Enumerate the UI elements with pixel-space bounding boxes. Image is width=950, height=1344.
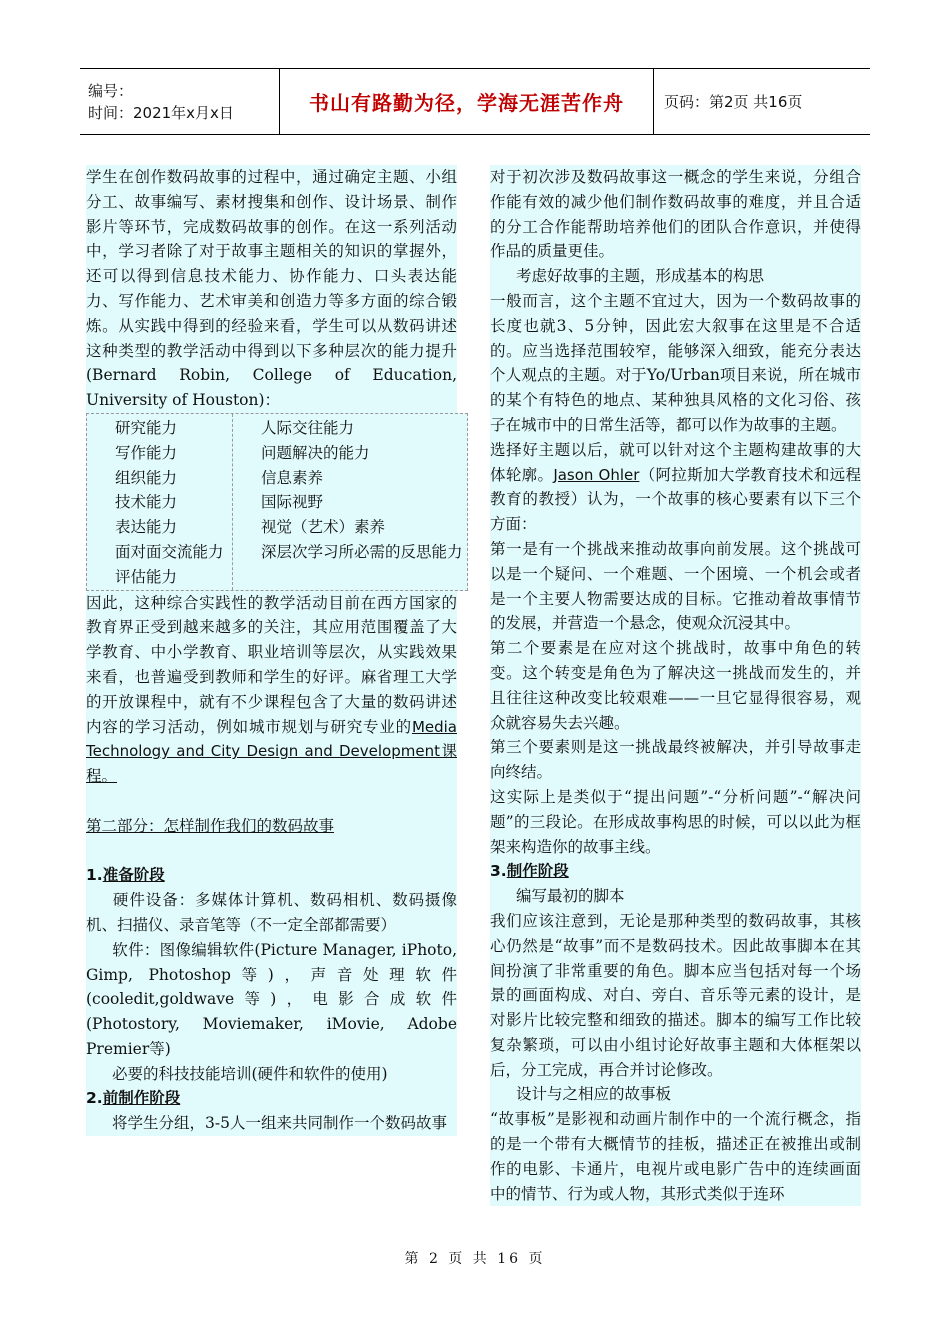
skill-item: 评估能力 — [115, 567, 178, 586]
skill-item: 问题解决的能力 — [261, 443, 370, 462]
header-motto — [280, 69, 654, 134]
header-page — [654, 69, 870, 134]
skills-table — [86, 413, 468, 591]
right-paragraph-4: 第一是有一个挑战来推动故事向前发展。这个挑战可以是一个疑问、一个难题、一个困境、一个机会或者是一个主要人物需要达成的目标。它推动着故事情节的发展，并营造一个悬念，使观众沉浸其中。 — [490, 537, 861, 636]
skill-item: 人际交往能力 — [261, 418, 355, 437]
skill-item: 表达能力 — [115, 518, 178, 537]
skills-right-col — [233, 414, 467, 590]
sec1-item: 必要的科技技能培训(硬件和软件的使用) — [86, 1062, 457, 1087]
page-label: 页码：第2页 共16页 — [664, 93, 803, 111]
right-paragraph-7: 这实际上是类似于“提出问题”-“分析问题”-“解决问题”的三段论。在形成故事构思的时候，可以以此为框架来构造你的故事主线。 — [490, 785, 861, 859]
right-paragraph-8: 我们应该注意到，无论是那种类型的数码故事，其核心仍然是“故事”而不是数码技术。因此故事脚本在其间扮演了非常重要的角色。脚本应当包括对每一个场景的画面构成、对白、旁白、音乐等元素的设计，是对影片比较完整和细致的描述。脚本的编写工作比较复杂繁琐，可以由小组讨论好故事主题和大体框架以后，分工完成，再合并讨论修改。 — [490, 909, 861, 1083]
right-column — [490, 165, 861, 1206]
skills-left-col — [87, 414, 233, 590]
paragraph-2: 因此，这种综合实践性的教学活动目前在西方国家的教育界正受到越来越多的关注，其应用范围覆盖了大学教育、中小学教育、职业培训等层次，从实践效果来看，也普遍受到教师和学生的好评。麻省理工大学的开放课程中，就有不少课程包含了大量的数码讲述内容的学习活动，例如城市规划与研究专业的Media Technology and City Design and Development课程。 — [86, 591, 457, 789]
skill-item: 信息素养 — [261, 468, 324, 487]
skill-item: 组织能力 — [115, 468, 178, 487]
skill-item: 深层次学习所必需的反思能力 — [261, 542, 463, 561]
section-1-heading: 1.准备阶段 — [86, 863, 457, 888]
section-3-heading: 3.制作阶段 — [490, 859, 861, 884]
right-paragraph-6: 第三个要素则是这一挑战最终被解决，并引导故事走向终结。 — [490, 735, 861, 785]
skill-item: 写作能力 — [115, 443, 178, 462]
sec2-item: 将学生分组，3-5人一组来共同制作一个数码故事 — [86, 1111, 457, 1136]
spacer — [86, 839, 457, 864]
left-column — [86, 165, 463, 1136]
skill-item: 国际视野 — [261, 493, 324, 512]
right-paragraph-9: “故事板”是影视和动画片制作中的一个流行概念，指的是一个带有大概情节的挂板，描述正在被推出或制作的电影、卡通片，电视片或电影广告中的连续画面中的情节、行为或人物，其形式类似于连环 — [490, 1107, 861, 1206]
right-paragraph-3: 选择好主题以后，就可以针对这个主题构建故事的大体轮廓。Jason Ohler（阿拉斯加大学教育技术和远程教育的教授）认为，一个故事的核心要素有以下三个方面： — [490, 438, 861, 537]
header-meta — [80, 69, 280, 134]
number-label: 编号： — [88, 81, 134, 100]
skill-item: 技术能力 — [115, 493, 178, 512]
right-paragraph-1: 对于初次涉及数码故事这一概念的学生来说，分组合作能有效的减少他们制作数码故事的难度，并且合适的分工合作能帮助培养他们的团队合作意识，并使得作品的质量更佳。 — [490, 165, 861, 264]
jason-ohler-link[interactable]: Jason Ohler — [553, 465, 640, 484]
part2-title: 第二部分：怎样制作我们的数码故事 — [86, 814, 457, 839]
right-bullet-3: 设计与之相应的故事板 — [490, 1082, 861, 1107]
right-bullet-2: 编写最初的脚本 — [490, 884, 861, 909]
intro-paragraph: 学生在创作数码故事的过程中，通过确定主题、小组分工、故事编写、素材搜集和创作、设计场景、制作影片等环节，完成数码故事的创作。在这一系列活动中，学习者除了对于故事主题相关的知识的掌握外，还可以得到信息技术能力、协作能力、口头表达能力、写作能力、艺术审美和创造力等多方面的综合锻炼。从实践中得到的经验来看，学生可以从数码讲述这种类型的教学活动中得到以下多种层次的能力提升(Bernard Robin, College of Education, University of Houston)： — [86, 165, 457, 413]
sec1-item: 硬件设备：多媒体计算机、数码相机、数码摄像机、扫描仪、录音笔等（不一定全部都需要） — [86, 888, 457, 938]
page-footer: 第 2 页 共 16 页 — [404, 1251, 546, 1267]
sec1-item: 软件：图像编辑软件(Picture Manager, iPhoto, Gimp, Photoshop等)，声音处理软件(cooledit,goldwave等)，电影合成软件(Photostory, Moviemaker, iMovie, Adobe Premier等) — [86, 938, 457, 1062]
course-link[interactable]: Media Technology and City Design and Development — [86, 717, 457, 761]
right-paragraph-2: 一般而言，这个主题不宜过大，因为一个数码故事的长度也就3、5分钟，因此宏大叙事在这里是不合适的。应当选择范围较窄，能够深入细致，能充分表达个人观点的主题。对于Yo/Urban项目来说，所在城市的某个有特色的地点、某种独具风格的文化习俗、孩子在城市中的日常生活等，都可以作为故事的主题。 — [490, 289, 861, 438]
skill-item: 面对面交流能力 — [115, 542, 224, 561]
spacer — [86, 789, 457, 814]
section-2-heading: 2.前制作阶段 — [86, 1086, 457, 1111]
right-paragraph-5: 第二个要素是在应对这个挑战时，故事中角色的转变。这个转变是角色为了解决这一挑战而发生的，并且往往这种改变比较艰难——一旦它显得很容易，观众就容易失去兴趣。 — [490, 636, 861, 735]
right-bullet-1: 考虑好故事的主题，形成基本的构思 — [490, 264, 861, 289]
skill-item: 视觉（艺术）素养 — [261, 518, 386, 537]
page-header — [80, 68, 870, 135]
skill-item: 研究能力 — [115, 418, 178, 437]
motto-text: 书山有路勤为径，学海无涯苦作舟 — [309, 91, 624, 115]
date-label: 时间：2021年x月x日 — [88, 103, 234, 122]
